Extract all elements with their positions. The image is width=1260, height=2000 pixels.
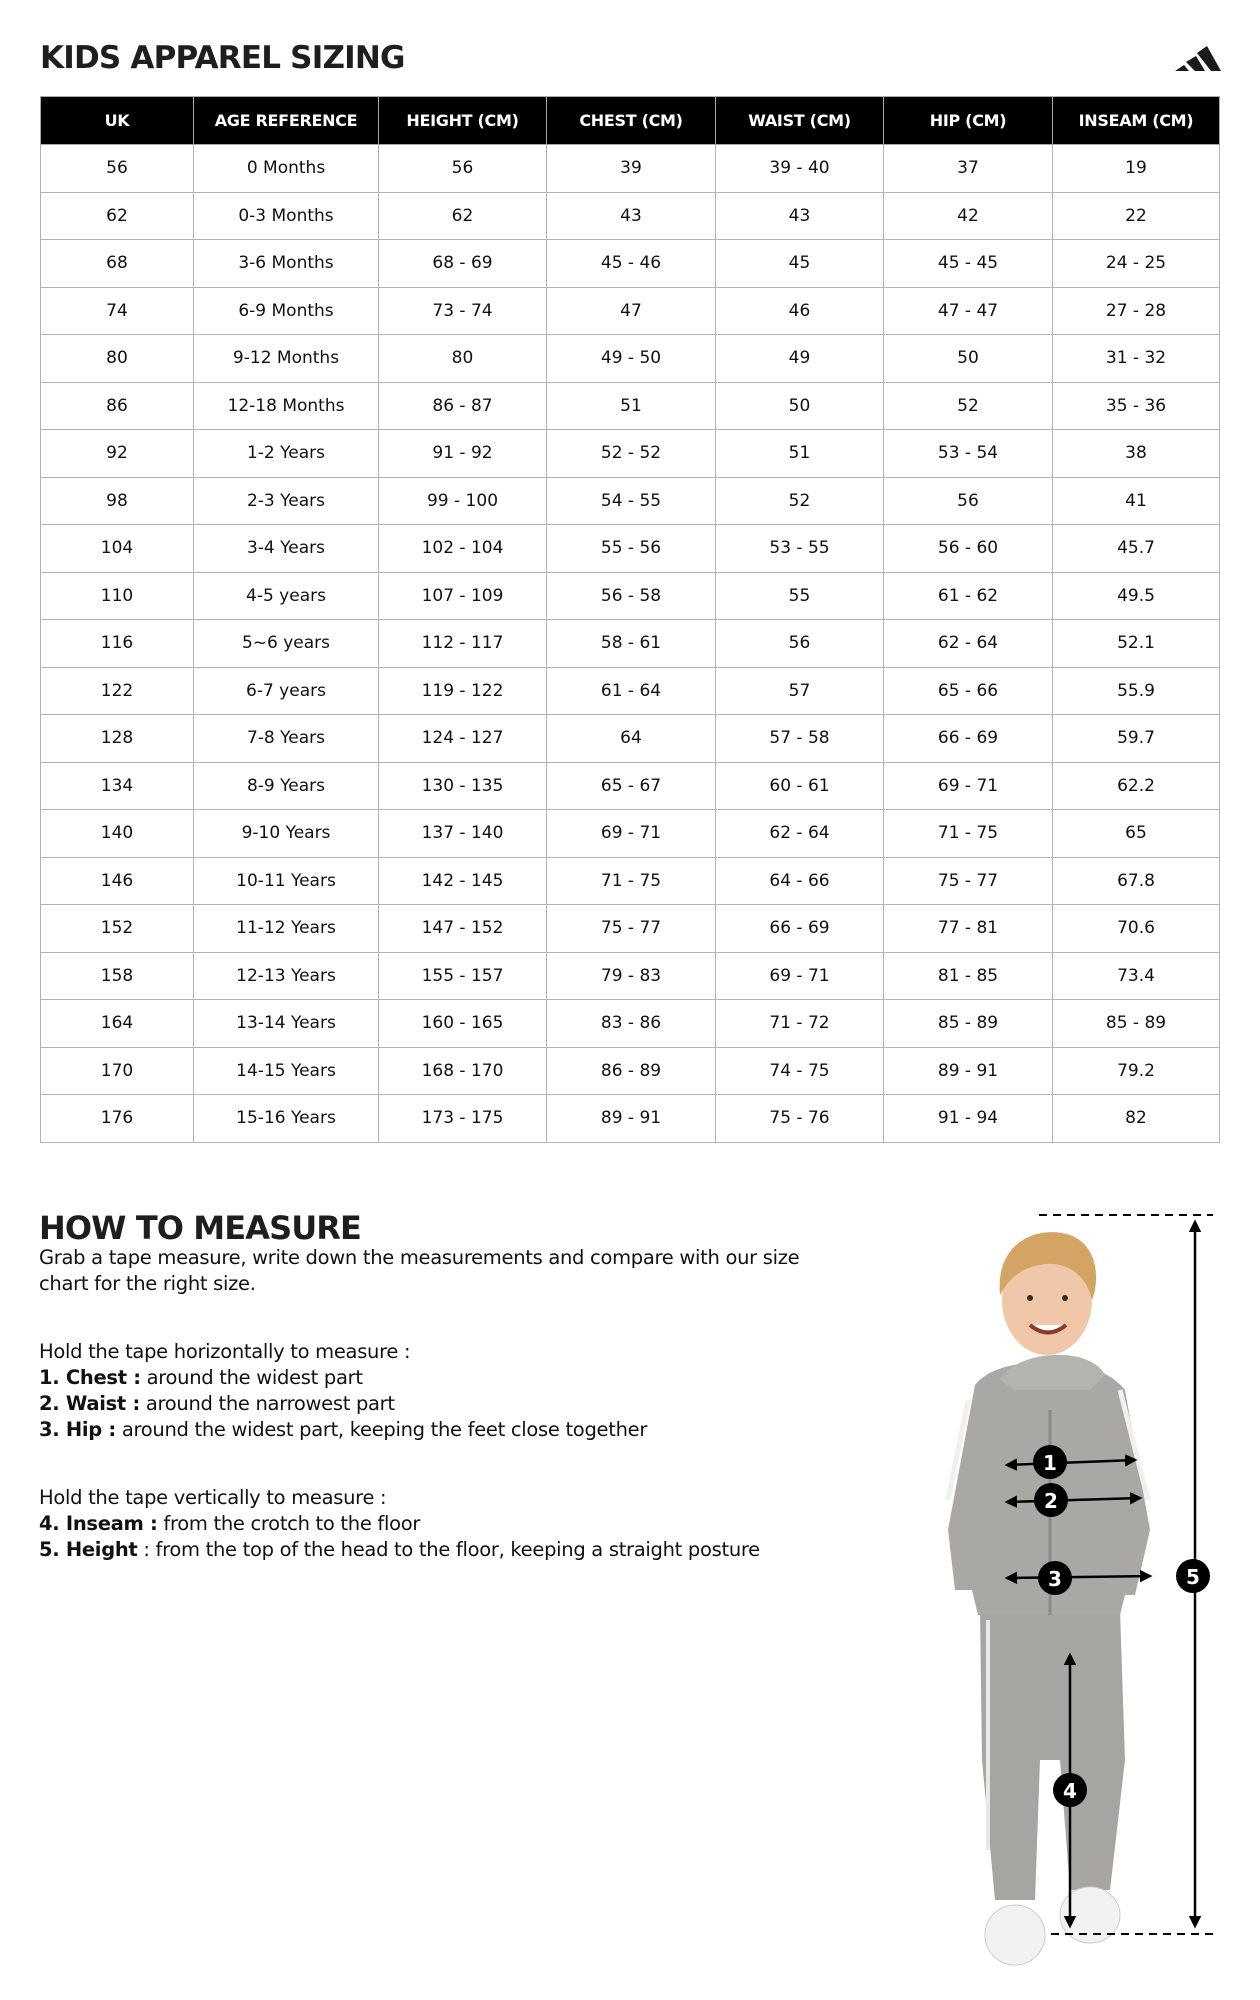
table-cell: 92	[41, 430, 194, 478]
table-cell: 74 - 75	[716, 1047, 884, 1095]
table-cell: 170	[41, 1047, 194, 1095]
table-row	[41, 382, 1220, 430]
table-cell: 69 - 71	[716, 952, 884, 1000]
table-cell: 45 - 46	[547, 240, 716, 288]
table-cell: 55 - 56	[547, 525, 716, 573]
table-cell: 70.6	[1053, 905, 1220, 953]
table-cell: 15-16 Years	[194, 1095, 379, 1143]
table-cell: 27 - 28	[1053, 287, 1220, 335]
table-cell: 52.1	[1053, 620, 1220, 668]
table-cell: 2-3 Years	[194, 477, 379, 525]
table-cell: 55.9	[1053, 667, 1220, 715]
marker-height	[1176, 1559, 1210, 1593]
table-cell: 91 - 94	[884, 1095, 1053, 1143]
table-cell: 98	[41, 477, 194, 525]
table-cell: 46	[716, 287, 884, 335]
table-cell: 91 - 92	[379, 430, 547, 478]
table-row	[41, 762, 1220, 810]
table-cell: 80	[379, 335, 547, 383]
table-cell: 62.2	[1053, 762, 1220, 810]
table-cell: 122	[41, 667, 194, 715]
child-figure	[948, 1232, 1150, 1965]
table-cell: 6-7 years	[194, 667, 379, 715]
column-header: HIP (CM)	[884, 97, 1053, 145]
table-cell: 10-11 Years	[194, 857, 379, 905]
table-row	[41, 525, 1220, 573]
table-cell: 52 - 52	[547, 430, 716, 478]
table-cell: 53 - 54	[884, 430, 1053, 478]
table-cell: 53 - 55	[716, 525, 884, 573]
table-cell: 59.7	[1053, 715, 1220, 763]
table-cell: 85 - 89	[884, 1000, 1053, 1048]
instruction-inseam	[39, 1511, 879, 1537]
instruction-chest	[39, 1365, 879, 1391]
table-cell: 42	[884, 192, 1053, 240]
table-cell: 49 - 50	[547, 335, 716, 383]
table-row	[41, 667, 1220, 715]
table-cell: 147 - 152	[379, 905, 547, 953]
horizontal-heading: Hold the tape horizontally to measure :	[39, 1340, 411, 1363]
table-cell: 52	[716, 477, 884, 525]
table-cell: 64	[547, 715, 716, 763]
table-cell: 168 - 170	[379, 1047, 547, 1095]
table-row	[41, 1047, 1220, 1095]
instruction-waist	[39, 1391, 879, 1417]
marker-label: 1	[1043, 1451, 1057, 1475]
table-cell: 82	[1053, 1095, 1220, 1143]
table-cell: 38	[1053, 430, 1220, 478]
table-row	[41, 1000, 1220, 1048]
table-cell: 142 - 145	[379, 857, 547, 905]
table-row	[41, 145, 1220, 193]
table-cell: 158	[41, 952, 194, 1000]
table-row	[41, 240, 1220, 288]
how-to-measure-title: HOW TO MEASURE	[39, 1209, 361, 1247]
table-cell: 56	[379, 145, 547, 193]
table-cell: 13-14 Years	[194, 1000, 379, 1048]
instruction-text: from the crotch to the floor	[157, 1512, 421, 1535]
table-cell: 51	[547, 382, 716, 430]
instruction-label: 1. Chest :	[39, 1366, 141, 1389]
table-cell: 57 - 58	[716, 715, 884, 763]
left-shoe	[985, 1905, 1045, 1965]
table-cell: 69 - 71	[884, 762, 1053, 810]
instruction-label: 4. Inseam :	[39, 1512, 158, 1535]
table-cell: 24 - 25	[1053, 240, 1220, 288]
table-cell: 9-10 Years	[194, 810, 379, 858]
column-header: WAIST (CM)	[716, 97, 884, 145]
table-row	[41, 857, 1220, 905]
table-cell: 116	[41, 620, 194, 668]
table-cell: 41	[1053, 477, 1220, 525]
table-cell: 45.7	[1053, 525, 1220, 573]
marker-label: 2	[1044, 1489, 1058, 1513]
table-row	[41, 572, 1220, 620]
table-cell: 130 - 135	[379, 762, 547, 810]
table-cell: 47	[547, 287, 716, 335]
table-cell: 8-9 Years	[194, 762, 379, 810]
table-cell: 50	[884, 335, 1053, 383]
marker-chest	[1033, 1445, 1067, 1479]
table-cell: 61 - 62	[884, 572, 1053, 620]
table-cell: 12-13 Years	[194, 952, 379, 1000]
table-cell: 112 - 117	[379, 620, 547, 668]
instruction-text: around the widest part	[140, 1366, 363, 1389]
table-cell: 73 - 74	[379, 287, 547, 335]
table-cell: 65 - 67	[547, 762, 716, 810]
table-cell: 62	[379, 192, 547, 240]
table-row	[41, 477, 1220, 525]
table-cell: 160 - 165	[379, 1000, 547, 1048]
table-cell: 64 - 66	[716, 857, 884, 905]
table-cell: 35 - 36	[1053, 382, 1220, 430]
table-cell: 39	[547, 145, 716, 193]
table-cell: 12-18 Months	[194, 382, 379, 430]
table-row	[41, 430, 1220, 478]
table-cell: 61 - 64	[547, 667, 716, 715]
table-cell: 83 - 86	[547, 1000, 716, 1048]
column-header: CHEST (CM)	[547, 97, 716, 145]
vertical-heading: Hold the tape vertically to measure :	[39, 1486, 387, 1509]
table-cell: 4-5 years	[194, 572, 379, 620]
table-row	[41, 1095, 1220, 1143]
table-cell: 77 - 81	[884, 905, 1053, 953]
hood	[1000, 1355, 1105, 1390]
marker-inseam	[1053, 1773, 1087, 1807]
table-cell: 79 - 83	[547, 952, 716, 1000]
instruction-text: : from the top of the head to the floor, keeping a straight posture	[137, 1538, 760, 1561]
table-cell: 99 - 100	[379, 477, 547, 525]
child-measurement-illustration	[920, 1200, 1240, 1980]
table-cell: 9-12 Months	[194, 335, 379, 383]
table-cell: 104	[41, 525, 194, 573]
table-cell: 71 - 72	[716, 1000, 884, 1048]
logo-bar-1	[1175, 65, 1189, 71]
instruction-label: 5. Height	[39, 1538, 138, 1561]
table-cell: 86 - 89	[547, 1047, 716, 1095]
eye-left	[1027, 1295, 1033, 1301]
table-row	[41, 335, 1220, 383]
marker-label: 3	[1048, 1567, 1062, 1591]
table-row	[41, 620, 1220, 668]
table-cell: 85 - 89	[1053, 1000, 1220, 1048]
eye-right	[1062, 1295, 1068, 1301]
table-cell: 49	[716, 335, 884, 383]
table-cell: 62 - 64	[716, 810, 884, 858]
brand-logo-icon	[1172, 40, 1222, 74]
marker-waist	[1034, 1483, 1068, 1517]
table-cell: 67.8	[1053, 857, 1220, 905]
column-header: INSEAM (CM)	[1053, 97, 1220, 145]
page-title: KIDS APPAREL SIZING	[40, 40, 405, 76]
table-cell: 102 - 104	[379, 525, 547, 573]
table-cell: 6-9 Months	[194, 287, 379, 335]
table-cell: 56 - 58	[547, 572, 716, 620]
table-cell: 19	[1053, 145, 1220, 193]
table-cell: 71 - 75	[547, 857, 716, 905]
table-cell: 68 - 69	[379, 240, 547, 288]
table-cell: 66 - 69	[716, 905, 884, 953]
table-cell: 155 - 157	[379, 952, 547, 1000]
table-cell: 107 - 109	[379, 572, 547, 620]
table-cell: 60 - 61	[716, 762, 884, 810]
column-header: AGE REFERENCE	[194, 97, 379, 145]
table-cell: 71 - 75	[884, 810, 1053, 858]
table-cell: 86 - 87	[379, 382, 547, 430]
table-cell: 86	[41, 382, 194, 430]
table-cell: 39 - 40	[716, 145, 884, 193]
table-cell: 5~6 years	[194, 620, 379, 668]
table-cell: 37	[884, 145, 1053, 193]
table-cell: 176	[41, 1095, 194, 1143]
table-cell: 62	[41, 192, 194, 240]
table-cell: 110	[41, 572, 194, 620]
pants	[980, 1610, 1125, 1900]
table-cell: 146	[41, 857, 194, 905]
table-cell: 45	[716, 240, 884, 288]
instruction-hip	[39, 1417, 879, 1443]
table-cell: 7-8 Years	[194, 715, 379, 763]
table-cell: 119 - 122	[379, 667, 547, 715]
table-cell: 0 Months	[194, 145, 379, 193]
table-cell: 173 - 175	[379, 1095, 547, 1143]
table-cell: 57	[716, 667, 884, 715]
table-cell: 43	[547, 192, 716, 240]
table-header-row	[41, 97, 1220, 145]
table-cell: 0-3 Months	[194, 192, 379, 240]
table-cell: 140	[41, 810, 194, 858]
instruction-text: around the widest part, keeping the feet close together	[115, 1418, 648, 1441]
instruction-label: 2. Waist :	[39, 1392, 140, 1415]
table-cell: 73.4	[1053, 952, 1220, 1000]
marker-hip	[1038, 1561, 1072, 1595]
table-cell: 1-2 Years	[194, 430, 379, 478]
instruction-label: 3. Hip :	[39, 1418, 116, 1441]
table-cell: 51	[716, 430, 884, 478]
table-cell: 31 - 32	[1053, 335, 1220, 383]
table-cell: 45 - 45	[884, 240, 1053, 288]
table-cell: 89 - 91	[547, 1095, 716, 1143]
table-cell: 62 - 64	[884, 620, 1053, 668]
table-cell: 55	[716, 572, 884, 620]
table-cell: 74	[41, 287, 194, 335]
table-cell: 134	[41, 762, 194, 810]
table-cell: 56	[884, 477, 1053, 525]
table-cell: 75 - 76	[716, 1095, 884, 1143]
table-cell: 137 - 140	[379, 810, 547, 858]
instruction-text: around the narrowest part	[139, 1392, 395, 1415]
table-cell: 22	[1053, 192, 1220, 240]
table-cell: 49.5	[1053, 572, 1220, 620]
table-cell: 43	[716, 192, 884, 240]
table-cell: 56	[716, 620, 884, 668]
table-cell: 80	[41, 335, 194, 383]
table-row	[41, 192, 1220, 240]
table-row	[41, 905, 1220, 953]
table-cell: 75 - 77	[884, 857, 1053, 905]
instruction-height	[39, 1537, 879, 1563]
table-cell: 81 - 85	[884, 952, 1053, 1000]
size-chart-table	[40, 96, 1220, 1143]
table-row	[41, 952, 1220, 1000]
table-cell: 128	[41, 715, 194, 763]
table-cell: 65	[1053, 810, 1220, 858]
table-cell: 69 - 71	[547, 810, 716, 858]
table-cell: 164	[41, 1000, 194, 1048]
table-cell: 124 - 127	[379, 715, 547, 763]
table-cell: 65 - 66	[884, 667, 1053, 715]
table-row	[41, 810, 1220, 858]
table-cell: 11-12 Years	[194, 905, 379, 953]
table-cell: 79.2	[1053, 1047, 1220, 1095]
table-row	[41, 287, 1220, 335]
table-cell: 152	[41, 905, 194, 953]
column-header: UK	[41, 97, 194, 145]
table-cell: 66 - 69	[884, 715, 1053, 763]
table-cell: 14-15 Years	[194, 1047, 379, 1095]
table-cell: 68	[41, 240, 194, 288]
table-cell: 47 - 47	[884, 287, 1053, 335]
marker-label: 4	[1063, 1779, 1077, 1803]
how-to-measure-instructions	[39, 1245, 879, 1563]
table-body	[41, 145, 1220, 1143]
table-cell: 3-6 Months	[194, 240, 379, 288]
table-cell: 58 - 61	[547, 620, 716, 668]
intro-text: Grab a tape measure, write down the measurements and compare with our size chart for the right size.	[39, 1246, 800, 1295]
table-cell: 89 - 91	[884, 1047, 1053, 1095]
table-cell: 54 - 55	[547, 477, 716, 525]
table-row	[41, 715, 1220, 763]
table-cell: 52	[884, 382, 1053, 430]
table-cell: 3-4 Years	[194, 525, 379, 573]
table-cell: 56 - 60	[884, 525, 1053, 573]
marker-label: 5	[1186, 1565, 1200, 1589]
table-cell: 56	[41, 145, 194, 193]
table-cell: 75 - 77	[547, 905, 716, 953]
pants-stripe	[986, 1620, 990, 1850]
column-header: HEIGHT (CM)	[379, 97, 547, 145]
table-cell: 50	[716, 382, 884, 430]
